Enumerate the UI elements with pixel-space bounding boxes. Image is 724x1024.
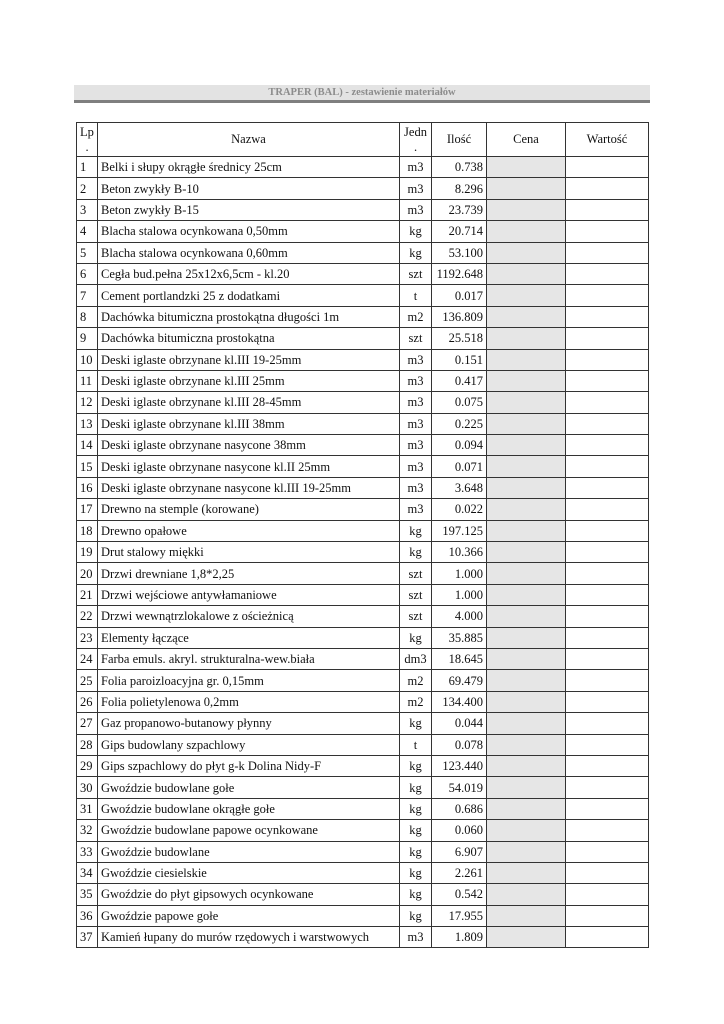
row-unit: kg	[400, 713, 432, 734]
table-row	[77, 477, 649, 498]
row-value[interactable]	[566, 499, 649, 520]
row-qty: 134.400	[432, 691, 487, 712]
row-price[interactable]	[487, 670, 566, 691]
row-unit: m2	[400, 670, 432, 691]
table-row	[77, 413, 649, 434]
row-qty: 1192.648	[432, 263, 487, 284]
row-qty: 20.714	[432, 221, 487, 242]
row-qty: 0.417	[432, 370, 487, 391]
row-value[interactable]	[566, 777, 649, 798]
row-lp: 12	[77, 392, 98, 413]
row-unit: kg	[400, 841, 432, 862]
row-price[interactable]	[487, 435, 566, 456]
row-price[interactable]	[487, 862, 566, 883]
row-lp: 25	[77, 670, 98, 691]
row-value[interactable]	[566, 862, 649, 883]
row-name: Drewno opałowe	[98, 520, 400, 541]
row-price[interactable]	[487, 370, 566, 391]
row-lp: 4	[77, 221, 98, 242]
row-lp: 16	[77, 477, 98, 498]
row-price[interactable]	[487, 798, 566, 819]
row-lp: 20	[77, 563, 98, 584]
row-name: Drzwi drewniane 1,8*2,25	[98, 563, 400, 584]
table-row	[77, 606, 649, 627]
row-price[interactable]	[487, 157, 566, 178]
row-name: Drut stalowy miękki	[98, 542, 400, 563]
row-unit: m3	[400, 927, 432, 948]
row-unit: m3	[400, 499, 432, 520]
row-lp: 7	[77, 285, 98, 306]
row-lp: 10	[77, 349, 98, 370]
row-lp: 28	[77, 734, 98, 755]
row-qty: 10.366	[432, 542, 487, 563]
row-value[interactable]	[566, 927, 649, 948]
row-lp: 30	[77, 777, 98, 798]
row-unit: m2	[400, 306, 432, 327]
row-unit: m3	[400, 477, 432, 498]
table-row	[77, 285, 649, 306]
header-lp-label: Lp .	[80, 124, 94, 154]
row-qty: 0.225	[432, 413, 487, 434]
row-price[interactable]	[487, 648, 566, 669]
row-unit: m3	[400, 435, 432, 456]
row-price[interactable]	[487, 477, 566, 498]
row-name: Gips szpachlowy do płyt g-k Dolina Nidy-F	[98, 755, 400, 776]
table-row	[77, 584, 649, 605]
row-unit: szt	[400, 563, 432, 584]
row-qty: 53.100	[432, 242, 487, 263]
row-lp: 31	[77, 798, 98, 819]
row-name: Cegła bud.pełna 25x12x6,5cm - kl.20	[98, 263, 400, 284]
row-qty: 0.738	[432, 157, 487, 178]
row-unit: kg	[400, 777, 432, 798]
row-value[interactable]	[566, 370, 649, 391]
row-lp: 8	[77, 306, 98, 327]
row-qty: 1.000	[432, 563, 487, 584]
row-lp: 26	[77, 691, 98, 712]
row-qty: 0.022	[432, 499, 487, 520]
row-value[interactable]	[566, 157, 649, 178]
table-row	[77, 199, 649, 220]
header-unit-label: Jedn .	[404, 124, 427, 154]
row-price[interactable]	[487, 349, 566, 370]
row-qty: 18.645	[432, 648, 487, 669]
row-value[interactable]	[566, 627, 649, 648]
row-value[interactable]	[566, 542, 649, 563]
row-value[interactable]	[566, 606, 649, 627]
row-price[interactable]	[487, 627, 566, 648]
header-qty: Ilość	[432, 123, 487, 157]
row-unit: m3	[400, 349, 432, 370]
row-value[interactable]	[566, 242, 649, 263]
row-name: Beton zwykły B-10	[98, 178, 400, 199]
row-qty: 0.078	[432, 734, 487, 755]
row-name: Deski iglaste obrzynane nasycone 38mm	[98, 435, 400, 456]
table-row	[77, 648, 649, 669]
row-lp: 1	[77, 157, 98, 178]
row-lp: 5	[77, 242, 98, 263]
row-qty: 0.542	[432, 884, 487, 905]
row-price[interactable]	[487, 691, 566, 712]
row-qty: 197.125	[432, 520, 487, 541]
row-name: Deski iglaste obrzynane kl.III 28-45mm	[98, 392, 400, 413]
row-qty: 17.955	[432, 905, 487, 926]
row-lp: 11	[77, 370, 98, 391]
row-unit: kg	[400, 627, 432, 648]
row-name: Deski iglaste obrzynane nasycone kl.II 25mm	[98, 456, 400, 477]
row-price[interactable]	[487, 392, 566, 413]
row-price[interactable]	[487, 563, 566, 584]
row-unit: m3	[400, 199, 432, 220]
row-value[interactable]	[566, 221, 649, 242]
row-name: Blacha stalowa ocynkowana 0,60mm	[98, 242, 400, 263]
row-value[interactable]	[566, 905, 649, 926]
table-row	[77, 884, 649, 905]
row-qty: 23.739	[432, 199, 487, 220]
row-unit: kg	[400, 862, 432, 883]
table-row	[77, 370, 649, 391]
row-price[interactable]	[487, 499, 566, 520]
row-lp: 18	[77, 520, 98, 541]
row-unit: m3	[400, 178, 432, 199]
row-value[interactable]	[566, 798, 649, 819]
row-lp: 27	[77, 713, 98, 734]
row-qty: 8.296	[432, 178, 487, 199]
row-qty: 54.019	[432, 777, 487, 798]
row-value[interactable]	[566, 648, 649, 669]
row-name: Farba emuls. akryl. strukturalna-wew.biała	[98, 648, 400, 669]
row-price[interactable]	[487, 713, 566, 734]
table-row	[77, 435, 649, 456]
row-price[interactable]	[487, 242, 566, 263]
row-lp: 33	[77, 841, 98, 862]
row-price[interactable]	[487, 606, 566, 627]
row-name: Drewno na stemple (korowane)	[98, 499, 400, 520]
row-price[interactable]	[487, 285, 566, 306]
header-price: Cena	[487, 123, 566, 157]
row-name: Deski iglaste obrzynane kl.III 38mm	[98, 413, 400, 434]
row-price[interactable]	[487, 263, 566, 284]
row-name: Elementy łączące	[98, 627, 400, 648]
row-value[interactable]	[566, 435, 649, 456]
table-row	[77, 927, 649, 948]
row-price[interactable]	[487, 456, 566, 477]
row-name: Folia polietylenowa 0,2mm	[98, 691, 400, 712]
row-price[interactable]	[487, 542, 566, 563]
row-lp: 29	[77, 755, 98, 776]
row-qty: 0.686	[432, 798, 487, 819]
row-price[interactable]	[487, 520, 566, 541]
row-unit: kg	[400, 542, 432, 563]
table-row	[77, 563, 649, 584]
row-qty: 0.094	[432, 435, 487, 456]
table-row	[77, 456, 649, 477]
row-unit: kg	[400, 242, 432, 263]
table-row	[77, 242, 649, 263]
row-lp: 13	[77, 413, 98, 434]
row-lp: 2	[77, 178, 98, 199]
row-name: Kamień łupany do murów rzędowych i warstwowych	[98, 927, 400, 948]
row-unit: m3	[400, 456, 432, 477]
row-value[interactable]	[566, 884, 649, 905]
table-row	[77, 798, 649, 819]
row-unit: kg	[400, 755, 432, 776]
table-row	[77, 306, 649, 327]
row-unit: kg	[400, 520, 432, 541]
row-value[interactable]	[566, 328, 649, 349]
row-qty: 0.017	[432, 285, 487, 306]
row-unit: kg	[400, 798, 432, 819]
row-unit: szt	[400, 263, 432, 284]
row-name: Gwoździe budowlane okrągłe gołe	[98, 798, 400, 819]
table-row	[77, 627, 649, 648]
row-qty: 0.151	[432, 349, 487, 370]
row-qty: 3.648	[432, 477, 487, 498]
row-unit: m3	[400, 370, 432, 391]
table-row	[77, 349, 649, 370]
row-name: Drzwi wewnątrzlokalowe z ościeżnicą	[98, 606, 400, 627]
row-unit: m3	[400, 413, 432, 434]
row-value[interactable]	[566, 755, 649, 776]
table-row	[77, 542, 649, 563]
row-name: Gwoździe budowlane gołe	[98, 777, 400, 798]
row-qty: 35.885	[432, 627, 487, 648]
row-value[interactable]	[566, 413, 649, 434]
row-qty: 123.440	[432, 755, 487, 776]
row-lp: 17	[77, 499, 98, 520]
row-lp: 15	[77, 456, 98, 477]
row-lp: 9	[77, 328, 98, 349]
row-unit: szt	[400, 606, 432, 627]
row-qty: 0.075	[432, 392, 487, 413]
row-unit: m2	[400, 691, 432, 712]
table-header-row	[77, 123, 649, 157]
row-name: Dachówka bitumiczna prostokątna długości 1m	[98, 306, 400, 327]
table-row	[77, 713, 649, 734]
table-row	[77, 499, 649, 520]
row-qty: 4.000	[432, 606, 487, 627]
row-unit: t	[400, 285, 432, 306]
row-lp: 32	[77, 820, 98, 841]
row-value[interactable]	[566, 178, 649, 199]
row-price[interactable]	[487, 777, 566, 798]
row-name: Blacha stalowa ocynkowana 0,50mm	[98, 221, 400, 242]
row-qty: 0.071	[432, 456, 487, 477]
header-unit	[400, 123, 432, 157]
row-price[interactable]	[487, 755, 566, 776]
table-row	[77, 862, 649, 883]
row-value[interactable]	[566, 670, 649, 691]
row-name: Deski iglaste obrzynane kl.III 25mm	[98, 370, 400, 391]
row-value[interactable]	[566, 713, 649, 734]
row-qty: 6.907	[432, 841, 487, 862]
table-row	[77, 820, 649, 841]
row-lp: 37	[77, 927, 98, 948]
row-value[interactable]	[566, 563, 649, 584]
table-row	[77, 734, 649, 755]
row-unit: szt	[400, 584, 432, 605]
row-price[interactable]	[487, 178, 566, 199]
row-unit: m3	[400, 157, 432, 178]
row-value[interactable]	[566, 734, 649, 755]
row-qty: 1.809	[432, 927, 487, 948]
materials-table	[76, 122, 649, 948]
row-unit: kg	[400, 884, 432, 905]
row-lp: 22	[77, 606, 98, 627]
row-name: Deski iglaste obrzynane kl.III 19-25mm	[98, 349, 400, 370]
row-qty: 1.000	[432, 584, 487, 605]
row-name: Drzwi wejściowe antywłamaniowe	[98, 584, 400, 605]
row-name: Deski iglaste obrzynane nasycone kl.III 19-25mm	[98, 477, 400, 498]
row-name: Gips budowlany szpachlowy	[98, 734, 400, 755]
row-lp: 3	[77, 199, 98, 220]
row-value[interactable]	[566, 477, 649, 498]
row-value[interactable]	[566, 456, 649, 477]
row-lp: 19	[77, 542, 98, 563]
row-name: Gwoździe budowlane papowe ocynkowane	[98, 820, 400, 841]
row-name: Gaz propanowo-butanowy płynny	[98, 713, 400, 734]
row-name: Belki i słupy okrągłe średnicy 25cm	[98, 157, 400, 178]
table-row	[77, 670, 649, 691]
row-name: Beton zwykły B-15	[98, 199, 400, 220]
row-value[interactable]	[566, 691, 649, 712]
row-unit: kg	[400, 221, 432, 242]
row-price[interactable]	[487, 328, 566, 349]
row-price[interactable]	[487, 306, 566, 327]
row-lp: 34	[77, 862, 98, 883]
row-value[interactable]	[566, 199, 649, 220]
table-row	[77, 221, 649, 242]
row-value[interactable]	[566, 520, 649, 541]
row-price[interactable]	[487, 927, 566, 948]
table-row	[77, 392, 649, 413]
row-lp: 23	[77, 627, 98, 648]
row-unit: m3	[400, 392, 432, 413]
row-price[interactable]	[487, 905, 566, 926]
row-lp: 36	[77, 905, 98, 926]
table-row	[77, 263, 649, 284]
row-qty: 0.060	[432, 820, 487, 841]
row-unit: kg	[400, 820, 432, 841]
header-lp	[77, 123, 98, 157]
row-price[interactable]	[487, 820, 566, 841]
row-price[interactable]	[487, 841, 566, 862]
table-row	[77, 755, 649, 776]
row-value[interactable]	[566, 584, 649, 605]
row-value[interactable]	[566, 841, 649, 862]
row-unit: dm3	[400, 648, 432, 669]
table-row	[77, 777, 649, 798]
row-lp: 14	[77, 435, 98, 456]
header-name: Nazwa	[98, 123, 400, 157]
row-name: Gwoździe budowlane	[98, 841, 400, 862]
row-name: Gwoździe ciesielskie	[98, 862, 400, 883]
row-price[interactable]	[487, 734, 566, 755]
row-qty: 2.261	[432, 862, 487, 883]
row-price[interactable]	[487, 199, 566, 220]
row-value[interactable]	[566, 306, 649, 327]
table-row	[77, 157, 649, 178]
row-lp: 24	[77, 648, 98, 669]
table-row	[77, 520, 649, 541]
row-name: Gwoździe papowe gołe	[98, 905, 400, 926]
row-unit: szt	[400, 328, 432, 349]
row-lp: 35	[77, 884, 98, 905]
row-name: Folia paroizloacyjna gr. 0,15mm	[98, 670, 400, 691]
table-row	[77, 178, 649, 199]
row-value[interactable]	[566, 285, 649, 306]
row-value[interactable]	[566, 349, 649, 370]
document-title: TRAPER (BAL) - zestawienie materiałów	[74, 85, 650, 103]
row-price[interactable]	[487, 884, 566, 905]
table-row	[77, 841, 649, 862]
row-name: Gwoździe do płyt gipsowych ocynkowane	[98, 884, 400, 905]
row-value[interactable]	[566, 820, 649, 841]
row-price[interactable]	[487, 413, 566, 434]
table-row	[77, 905, 649, 926]
row-name: Cement portlandzki 25 z dodatkami	[98, 285, 400, 306]
table-row	[77, 691, 649, 712]
table-row	[77, 328, 649, 349]
row-qty: 136.809	[432, 306, 487, 327]
row-unit: t	[400, 734, 432, 755]
row-qty: 69.479	[432, 670, 487, 691]
row-price[interactable]	[487, 221, 566, 242]
row-qty: 0.044	[432, 713, 487, 734]
header-value: Wartość	[566, 123, 649, 157]
row-unit: kg	[400, 905, 432, 926]
row-price[interactable]	[487, 584, 566, 605]
row-value[interactable]	[566, 392, 649, 413]
row-name: Dachówka bitumiczna prostokątna	[98, 328, 400, 349]
row-lp: 21	[77, 584, 98, 605]
row-value[interactable]	[566, 263, 649, 284]
row-lp: 6	[77, 263, 98, 284]
row-qty: 25.518	[432, 328, 487, 349]
